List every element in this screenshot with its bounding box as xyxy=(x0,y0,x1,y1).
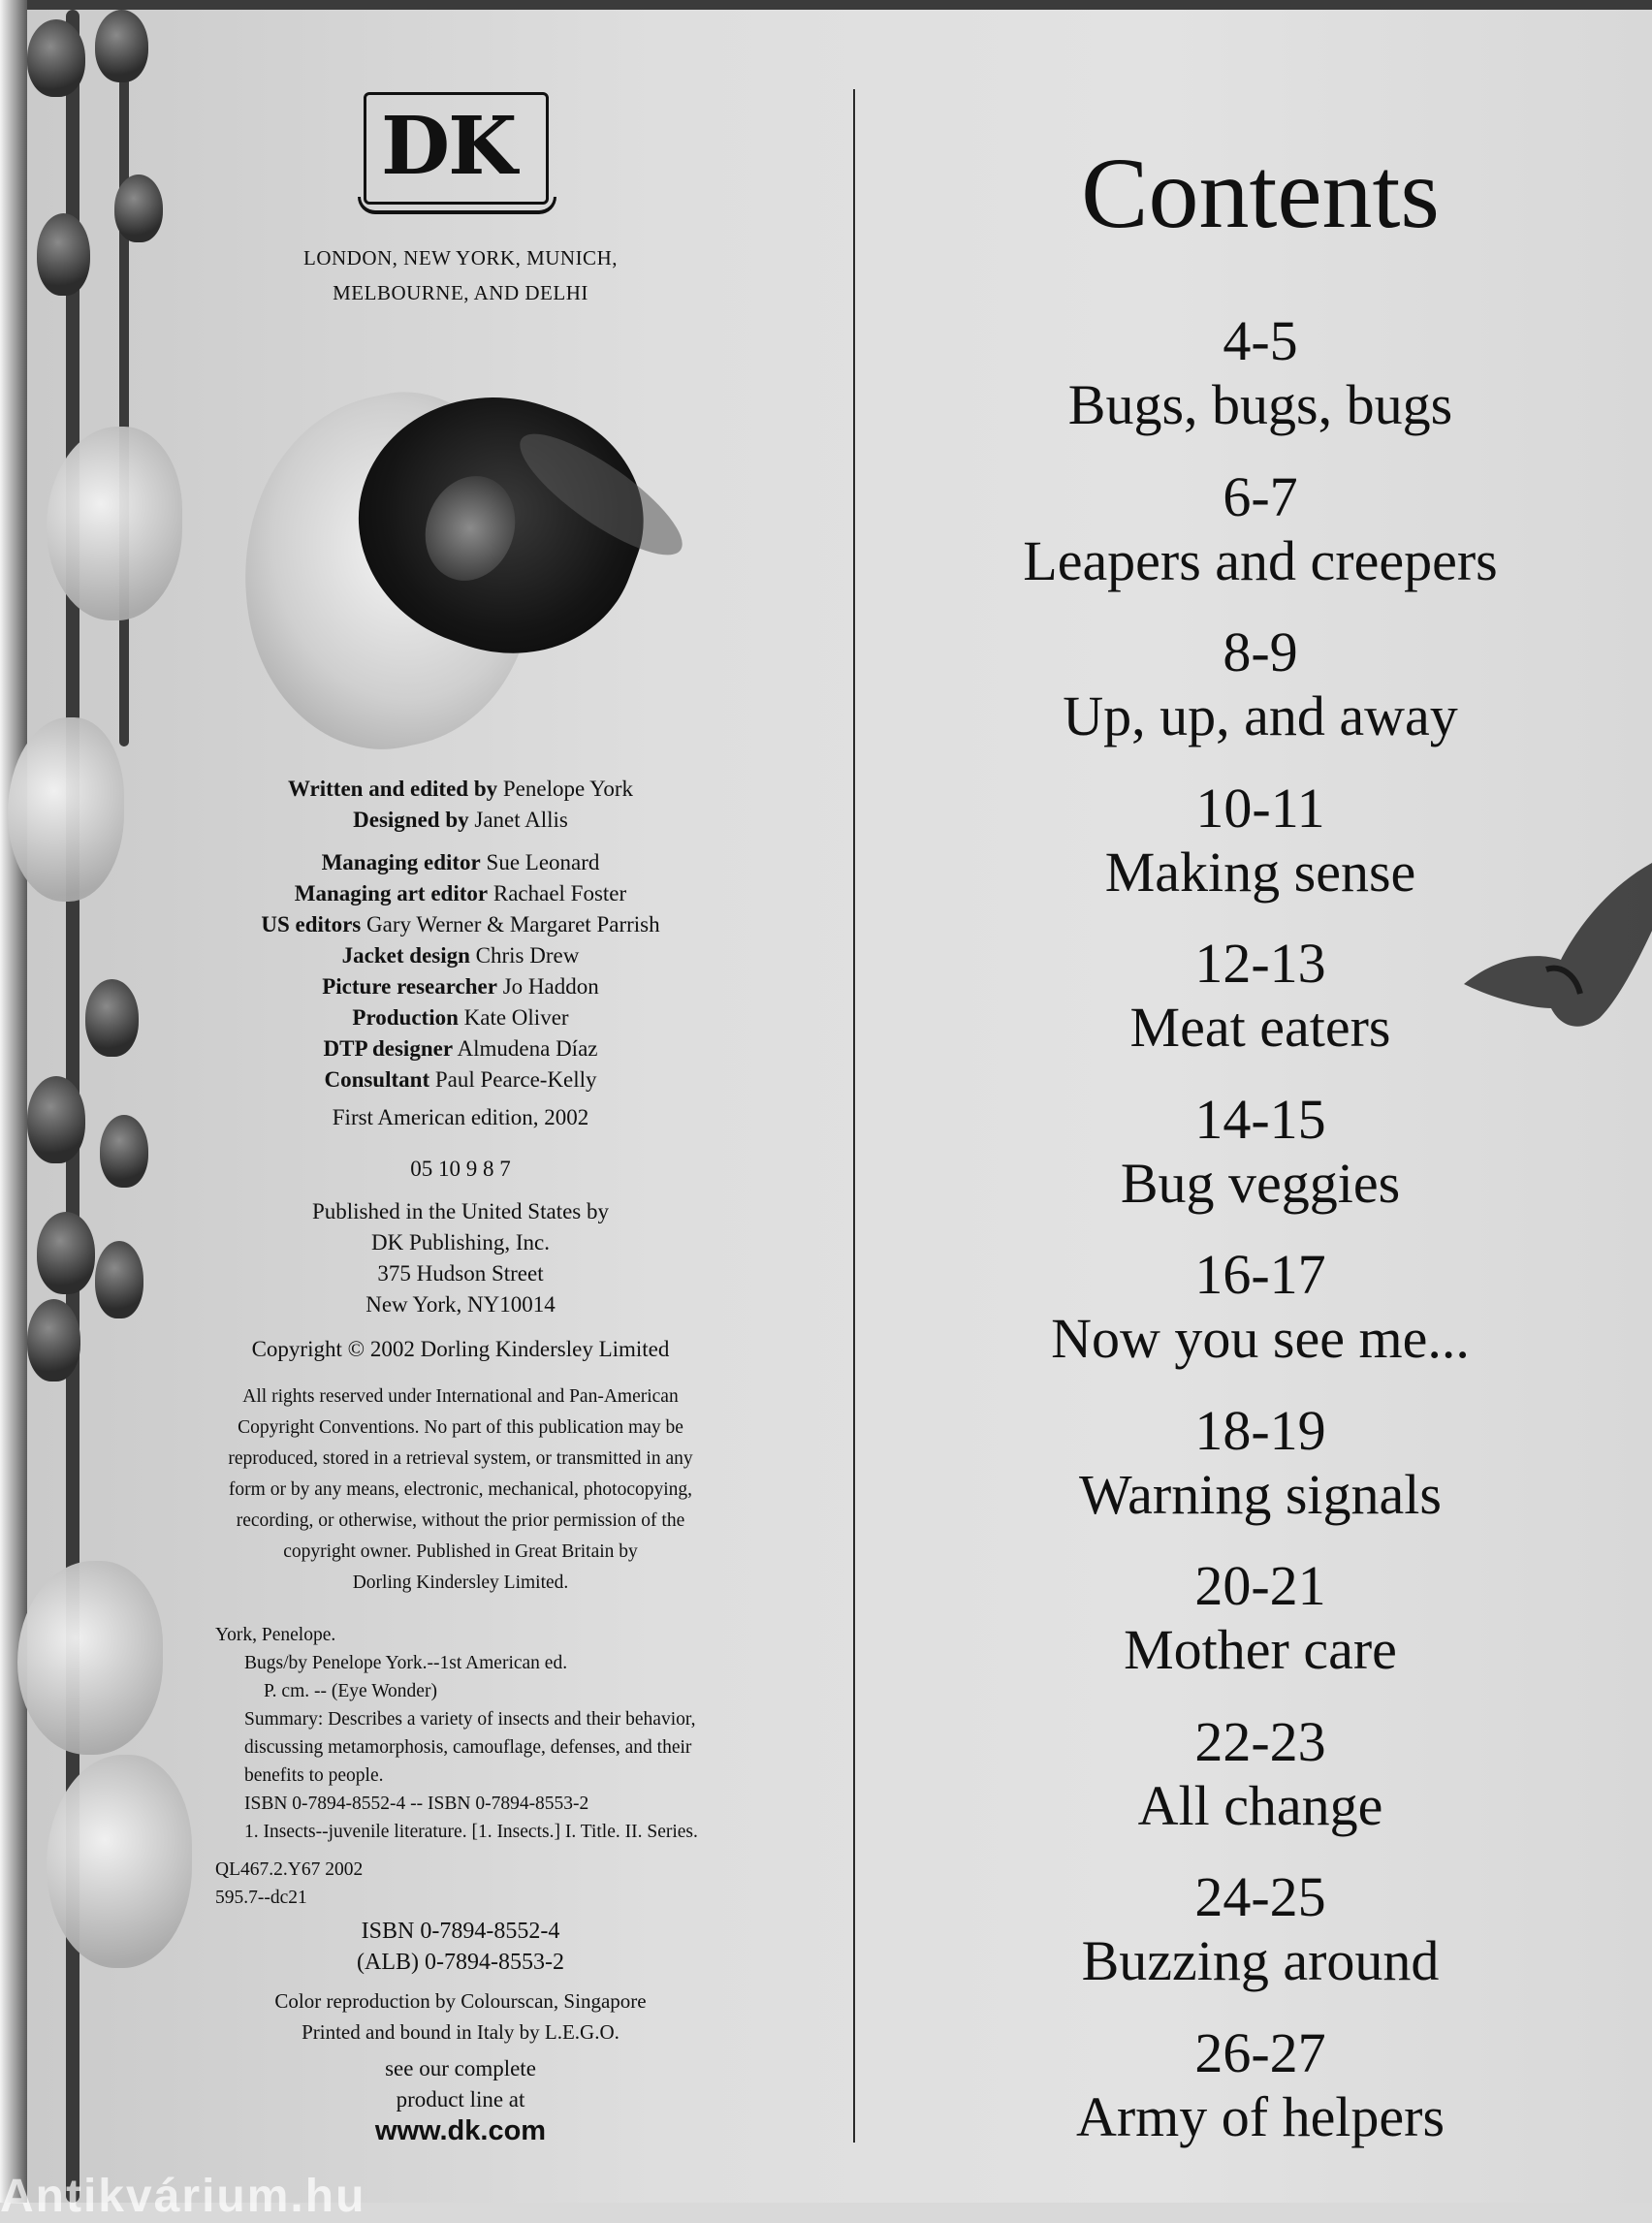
toc-item[interactable] xyxy=(931,1709,1590,1865)
isbn-line: (ALB) 0-7894-8553-2 xyxy=(357,1950,564,1975)
toc-title: All change xyxy=(1137,1773,1383,1837)
legal-line: reproduced, stored in a retrieval system, or transmitted in any xyxy=(228,1448,693,1469)
column-divider xyxy=(853,89,855,2143)
toc-page-range: 24-25 xyxy=(1194,1865,1326,1928)
toc-title: Up, up, and away xyxy=(1063,684,1458,747)
toc-item[interactable] xyxy=(931,464,1590,620)
toc-item[interactable] xyxy=(931,1553,1590,1709)
isbn-block xyxy=(155,1916,766,1978)
bumblebee-photo xyxy=(213,359,717,766)
toc-item[interactable] xyxy=(931,308,1590,464)
binding-edge xyxy=(0,0,27,2203)
credit-line: US editors Gary Werner & Margaret Parrish xyxy=(261,912,660,937)
cip-isbns: ISBN 0-7894-8552-4 -- ISBN 0-7894-8553-2 xyxy=(244,1794,589,1814)
toc-page-range: 12-13 xyxy=(1194,932,1326,995)
toc-title: Mother care xyxy=(1124,1618,1397,1681)
cip-summary: benefits to people. xyxy=(244,1765,384,1786)
cataloging-data xyxy=(215,1621,797,1912)
toc-title: Army of helpers xyxy=(1075,2084,1446,2148)
contents-title: Contents xyxy=(1081,138,1440,249)
toc-title: Warning signals xyxy=(1079,1462,1442,1526)
toc-title: Leapers and creepers xyxy=(1023,528,1498,592)
credit-line: Managing art editor Rachael Foster xyxy=(294,881,627,905)
credits-block xyxy=(155,774,766,1096)
credit-line: Jacket design Chris Drew xyxy=(341,943,580,968)
toc-item[interactable] xyxy=(931,1087,1590,1243)
credit-line: Designed by Janet Allis xyxy=(353,808,568,832)
toc-item[interactable] xyxy=(931,1398,1590,1554)
website-link[interactable]: www.dk.com xyxy=(374,2115,547,2146)
dk-logo: DK xyxy=(364,92,553,218)
publisher-cities xyxy=(155,240,766,310)
toc-item[interactable] xyxy=(931,2020,1590,2176)
table-of-contents xyxy=(931,308,1590,2175)
toc-title: Meat eaters xyxy=(1129,996,1391,1059)
toc-title: Bug veggies xyxy=(1120,1151,1401,1215)
address-line: DK Publishing, Inc. xyxy=(371,1230,550,1254)
credit-line: Written and edited by Penelope York xyxy=(287,777,634,801)
toc-page-range: 8-9 xyxy=(1223,620,1298,683)
cip-title: Bugs/by Penelope York.--1st American ed. xyxy=(244,1653,568,1673)
toc-page-range: 4-5 xyxy=(1223,309,1298,372)
product-line-text: see our complete xyxy=(385,2056,536,2080)
legal-line: Copyright Conventions. No part of this publication may be xyxy=(238,1417,683,1438)
watermark: Antikvárium.hu xyxy=(0,2171,366,2222)
credit-line: Consultant Paul Pearce-Kelly xyxy=(324,1067,597,1092)
toc-title: Making sense xyxy=(1104,840,1416,904)
butterfly-icon xyxy=(1454,853,1652,1047)
isbn-line: ISBN 0-7894-8552-4 xyxy=(361,1919,560,1944)
edition-line: First American edition, 2002 xyxy=(332,1105,589,1129)
toc-page-range: 14-15 xyxy=(1194,1087,1326,1151)
toc-page-range: 26-27 xyxy=(1194,2020,1326,2084)
copyright-line: Copyright © 2002 Dorling Kindersley Limited xyxy=(251,1337,670,1361)
printing-credits xyxy=(155,1985,766,2048)
printing-line: 05 10 9 8 7 xyxy=(410,1157,511,1181)
credit-line: Picture researcher Jo Haddon xyxy=(322,974,599,999)
legal-line: recording, or otherwise, without the prior permission of the xyxy=(236,1510,685,1531)
printing-credit-line: Color reproduction by Colourscan, Singapore xyxy=(274,1989,647,2013)
toc-page-range: 20-21 xyxy=(1194,1554,1326,1617)
cities-line: LONDON, NEW YORK, MUNICH, xyxy=(303,246,618,270)
cip-dewey-number: 595.7--dc21 xyxy=(215,1888,307,1908)
toc-item[interactable] xyxy=(931,619,1590,776)
toc-item[interactable] xyxy=(931,1242,1590,1398)
toc-item[interactable] xyxy=(931,1864,1590,2020)
publisher-address xyxy=(155,1196,766,1320)
toc-page-range: 6-7 xyxy=(1223,464,1298,528)
toc-title: Bugs, bugs, bugs xyxy=(1067,373,1453,436)
credit-line: Managing editor Sue Leonard xyxy=(321,850,600,874)
legal-line: Dorling Kindersley Limited. xyxy=(352,1572,569,1593)
toc-title: Buzzing around xyxy=(1081,1929,1440,1992)
cip-subjects: 1. Insects--juvenile literature. [1. Insects.] I. Title. II. Series. xyxy=(244,1822,698,1842)
toc-title: Now you see me... xyxy=(1051,1307,1470,1370)
address-line: 375 Hudson Street xyxy=(377,1261,544,1286)
toc-page-range: 16-17 xyxy=(1194,1243,1326,1306)
legal-line: All rights reserved under International and Pan-American xyxy=(242,1386,679,1407)
address-line: New York, NY10014 xyxy=(365,1292,556,1317)
cip-summary: Summary: Describes a variety of insects and their behavior, xyxy=(244,1709,696,1730)
legal-line: copyright owner. Published in Great Britain by xyxy=(283,1541,638,1562)
product-line-text: product line at xyxy=(396,2087,525,2112)
product-line xyxy=(155,2053,766,2146)
printing-credit-line: Printed and bound in Italy by L.E.G.O. xyxy=(302,2020,620,2044)
cities-line: MELBOURNE, AND DELHI xyxy=(333,281,588,304)
cip-pages: P. cm. -- (Eye Wonder) xyxy=(264,1681,437,1701)
legal-line: form or by any means, electronic, mechanical, photocopying, xyxy=(228,1479,693,1500)
page-top-edge xyxy=(0,0,1652,10)
toc-page-range: 22-23 xyxy=(1194,1709,1326,1773)
credit-line: Production Kate Oliver xyxy=(352,1005,569,1030)
legal-notice xyxy=(175,1381,747,1599)
cip-lc-number: QL467.2.Y67 2002 xyxy=(215,1859,364,1880)
cip-summary: discussing metamorphosis, camouflage, defenses, and their xyxy=(244,1737,692,1758)
toc-page-range: 18-19 xyxy=(1194,1398,1326,1462)
cip-author: York, Penelope. xyxy=(215,1625,336,1645)
toc-page-range: 10-11 xyxy=(1195,776,1325,840)
address-line: Published in the United States by xyxy=(311,1199,609,1223)
credit-line: DTP designer Almudena Díaz xyxy=(323,1036,598,1061)
